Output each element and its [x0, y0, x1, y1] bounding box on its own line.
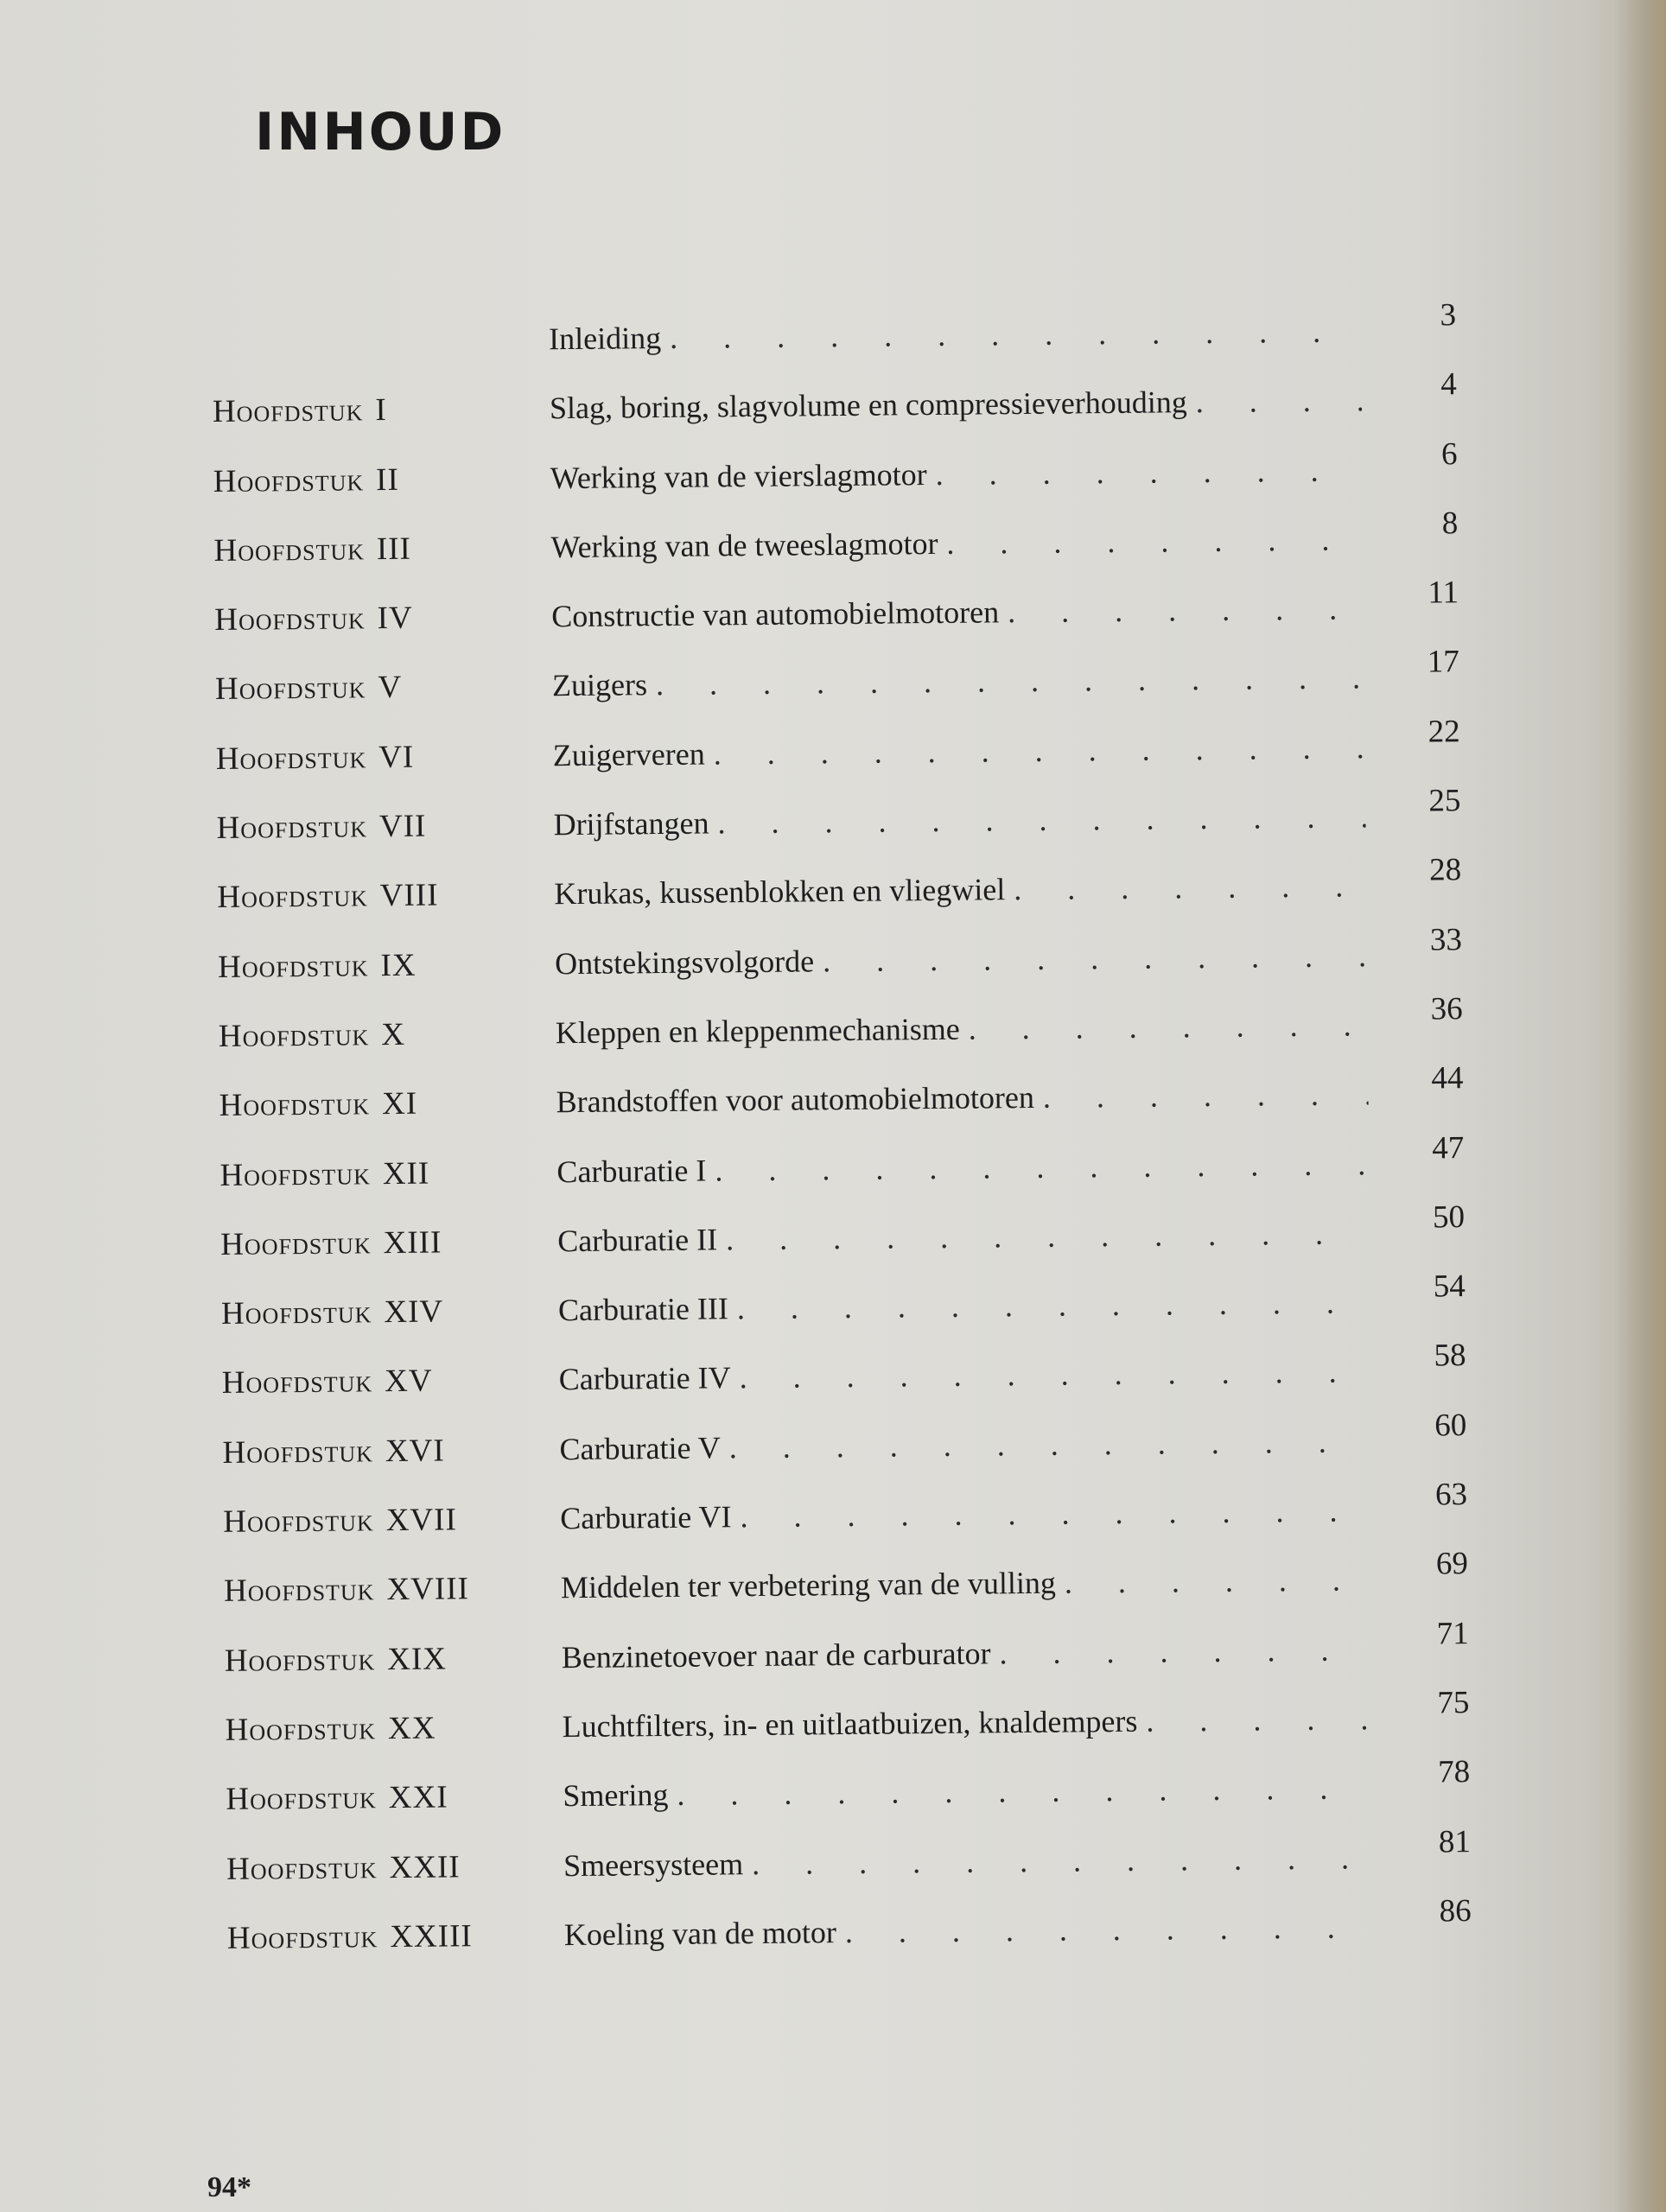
chapter-label [217, 876, 554, 917]
chapter-entry [561, 1562, 1373, 1606]
toc-row [219, 1129, 1465, 1226]
chapter-word: Hoofdstuk [214, 601, 366, 639]
chapter-number: XXI [388, 1779, 448, 1816]
dot-leader [946, 521, 1363, 562]
chapter-word: Hoofdstuk [225, 1711, 377, 1748]
toc-row [220, 1198, 1466, 1295]
chapter-title: Zuigers [551, 667, 648, 703]
chapter-word: Hoofdstuk [222, 1433, 374, 1471]
chapter-title: Carburatie VI [560, 1499, 732, 1536]
page-number: 17 [1427, 644, 1460, 680]
chapter-number: VIII [379, 877, 439, 914]
chapter-word: Hoofdstuk [226, 1849, 378, 1887]
chapter-word: Hoofdstuk [213, 461, 365, 499]
chapter-entry [550, 521, 1363, 565]
toc-row [226, 1823, 1472, 1920]
page-number: 33 [1429, 921, 1463, 958]
chapter-number: XIII [383, 1224, 442, 1262]
chapter-label [219, 1014, 556, 1055]
chapter-entry [553, 729, 1365, 773]
chapter-number: II [375, 461, 399, 498]
chapter-label [226, 1777, 563, 1818]
chapter-entry [563, 1840, 1376, 1884]
chapter-entry [556, 1007, 1368, 1051]
chapter-title: Zuigerveren [552, 736, 705, 773]
chapter-title: Carburatie I [556, 1153, 707, 1189]
chapter-entry [558, 1284, 1370, 1328]
dot-leader [1043, 1076, 1369, 1116]
chapter-number: XI [381, 1086, 418, 1122]
page-number: 3 [1440, 297, 1457, 334]
chapter-entry [559, 1423, 1371, 1467]
chapter-word: Hoofdstuk [217, 878, 368, 916]
chapter-entry [562, 1700, 1374, 1745]
dot-leader [823, 938, 1367, 979]
toc-row [213, 435, 1459, 532]
chapter-entry [550, 383, 1362, 427]
chapter-label [216, 806, 553, 847]
page-title: INHOUD [255, 102, 506, 162]
chapter-title: Werking van de tweeslagmotor [550, 525, 938, 565]
chapter-title: Carburatie II [557, 1222, 718, 1259]
dot-leader [999, 1631, 1374, 1671]
chapter-label [220, 1223, 557, 1263]
toc-row [221, 1338, 1467, 1434]
dot-leader [739, 1354, 1370, 1396]
chapter-label [223, 1500, 560, 1541]
dot-leader [935, 452, 1362, 493]
chapter-word: Hoofdstuk [213, 531, 366, 569]
chapter-title: Carburatie IV [558, 1360, 731, 1397]
chapter-label [224, 1570, 561, 1611]
dot-leader [845, 1909, 1377, 1950]
chapter-entry [563, 1770, 1375, 1814]
page-number: 71 [1436, 1615, 1469, 1652]
chapter-label [226, 1847, 563, 1888]
chapter-label [212, 321, 549, 361]
chapter-entry [555, 938, 1367, 982]
chapter-label [222, 1431, 559, 1471]
toc-row [225, 1685, 1470, 1781]
page-number: 25 [1428, 783, 1461, 819]
chapter-label [215, 668, 552, 709]
page-number: 54 [1433, 1268, 1466, 1305]
chapter-title: Constructie van automobielmotoren [551, 594, 1000, 634]
page-number: 69 [1435, 1546, 1469, 1582]
page-number: 36 [1430, 991, 1463, 1027]
chapter-title: Carburatie V [559, 1430, 721, 1466]
chapter-number: XXIII [390, 1918, 473, 1955]
chapter-label [219, 1154, 556, 1194]
page-number-footer: 94* [207, 2171, 251, 2203]
chapter-entry [560, 1492, 1372, 1536]
chapter-label [225, 1708, 562, 1749]
chapter-number: XII [382, 1155, 430, 1192]
chapter-number: X [381, 1016, 406, 1053]
chapter-title: Drijfstangen [553, 805, 709, 842]
dot-leader [656, 660, 1364, 703]
chapter-entry [550, 452, 1363, 496]
chapter-label [219, 1084, 556, 1124]
chapter-title: Carburatie III [557, 1291, 729, 1328]
chapter-word: Hoofdstuk [221, 1363, 373, 1402]
toc-row [212, 366, 1458, 462]
page-number: 58 [1434, 1338, 1466, 1374]
page-number: 81 [1438, 1823, 1472, 1859]
toc-row [214, 575, 1459, 671]
dot-leader [714, 729, 1365, 772]
page-number: 50 [1432, 1198, 1466, 1236]
chapter-title: Smering [563, 1777, 669, 1814]
chapter-label [227, 1916, 564, 1957]
dot-leader [677, 1770, 1375, 1813]
chapter-title: Koeling van de motor [563, 1914, 837, 1952]
toc-row [217, 852, 1462, 949]
dot-leader [1008, 590, 1364, 630]
toc-row [226, 1892, 1472, 1989]
chapter-title: Krukas, kussenblokken en vliegwiel [554, 872, 1006, 912]
chapter-word: Hoofdstuk [224, 1641, 376, 1679]
chapter-title: Werking van de vierslagmotor [550, 456, 927, 495]
chapter-label [213, 391, 550, 431]
toc-row [215, 713, 1461, 810]
page-number: 11 [1428, 575, 1459, 611]
chapter-word: Hoofdstuk [219, 1086, 371, 1124]
chapter-word: Hoofdstuk [220, 1294, 372, 1332]
dot-leader [1146, 1700, 1375, 1739]
toc-row [222, 1407, 1467, 1503]
chapter-title: Slag, boring, slagvolume en compressieverhouding [549, 385, 1187, 426]
dot-leader [968, 1007, 1368, 1046]
page-number: 63 [1434, 1477, 1468, 1513]
dot-leader [740, 1492, 1372, 1535]
chapter-title: Inleiding [548, 321, 662, 357]
chapter-number: XVIII [386, 1571, 470, 1608]
chapter-label [213, 529, 550, 569]
chapter-label [221, 1292, 558, 1332]
toc-row [223, 1546, 1469, 1642]
chapter-number: IX [380, 947, 416, 983]
chapter-title: Kleppen en kleppenmechanisme [555, 1011, 960, 1051]
chapter-word: Hoofdstuk [215, 740, 367, 777]
chapter-word: Hoofdstuk [212, 392, 364, 430]
page-number: 47 [1432, 1129, 1465, 1166]
chapter-label [214, 598, 551, 639]
chapter-number: V [378, 670, 403, 706]
chapter-label [218, 945, 555, 986]
toc-row [220, 1268, 1466, 1364]
chapter-word: Hoofdstuk [217, 947, 369, 985]
dot-leader [737, 1284, 1370, 1326]
toc-row [223, 1477, 1468, 1573]
chapter-entry [564, 1909, 1377, 1953]
dot-leader [670, 313, 1361, 356]
toc-row [224, 1615, 1470, 1712]
chapter-entry [553, 798, 1365, 842]
chapter-entry [552, 660, 1364, 704]
chapter-number: XVII [385, 1502, 457, 1539]
chapter-title: Brandstoffen voor automobielmotoren [556, 1080, 1035, 1120]
chapter-entry [554, 868, 1366, 912]
dot-leader [717, 798, 1365, 841]
toc-row [219, 1060, 1464, 1156]
toc-row [217, 921, 1463, 1018]
chapter-label [216, 737, 553, 778]
chapter-number: VII [378, 808, 427, 845]
chapter-word: Hoofdstuk [226, 1780, 377, 1818]
chapter-number: XIV [384, 1294, 444, 1331]
page-edge-shadow [1614, 0, 1666, 2212]
chapter-number: XV [384, 1363, 433, 1400]
chapter-word: Hoofdstuk [226, 1919, 378, 1956]
page-number: 22 [1428, 713, 1460, 750]
dot-leader [1065, 1562, 1374, 1601]
chapter-number: XX [387, 1710, 436, 1747]
chapter-number: IV [377, 600, 413, 637]
chapter-entry [557, 1215, 1370, 1259]
chapter-title: Benzinetoevoer naar de carburator [561, 1636, 991, 1675]
chapter-label [225, 1639, 562, 1680]
chapter-word: Hoofdstuk [218, 1017, 370, 1054]
chapter-entry [549, 313, 1361, 357]
page-number: 86 [1439, 1892, 1472, 1929]
page-number: 8 [1441, 505, 1459, 542]
toc-row [216, 783, 1461, 879]
table-of-contents [212, 297, 1472, 1989]
toc-row [214, 644, 1460, 741]
page-number: 78 [1437, 1754, 1471, 1790]
chapter-number: XVI [385, 1433, 445, 1469]
chapter-word: Hoofdstuk [216, 809, 368, 847]
chapter-entry [562, 1631, 1374, 1675]
chapter-entry [556, 1146, 1369, 1190]
dot-leader [726, 1215, 1370, 1257]
page-number: 44 [1431, 1060, 1464, 1096]
page-number: 60 [1434, 1407, 1467, 1444]
chapter-entry [556, 1076, 1368, 1120]
dot-leader [1196, 383, 1363, 421]
dot-leader [729, 1423, 1372, 1465]
chapter-title: Luchtfilters, in- en uitlaatbuizen, knaldempers [562, 1703, 1138, 1745]
toc-row [218, 991, 1464, 1087]
toc-row [213, 505, 1459, 601]
toc-row [226, 1754, 1471, 1850]
page-number: 28 [1428, 852, 1462, 888]
page-number: 75 [1437, 1685, 1470, 1721]
dot-leader [1014, 868, 1366, 908]
chapter-word: Hoofdstuk [223, 1572, 375, 1610]
chapter-entry [551, 590, 1364, 634]
chapter-label [213, 460, 550, 500]
dot-leader [715, 1146, 1369, 1188]
chapter-number: III [376, 531, 412, 568]
dot-leader [752, 1840, 1376, 1882]
chapter-number: XXII [389, 1848, 461, 1885]
chapter-word: Hoofdstuk [219, 1155, 372, 1193]
chapter-title: Middelen ter verbetering van de vulling [560, 1566, 1057, 1605]
chapter-entry [559, 1354, 1371, 1398]
chapter-number: VI [378, 739, 415, 775]
chapter-label [222, 1362, 559, 1402]
chapter-word: Hoofdstuk [214, 670, 366, 708]
chapter-word: Hoofdstuk [220, 1225, 372, 1262]
toc-row [212, 297, 1457, 393]
chapter-word: Hoofdstuk [223, 1503, 374, 1540]
chapter-number: XIX [387, 1641, 448, 1677]
chapter-title: Ontstekingsvolgorde [554, 944, 815, 981]
page-number: 6 [1440, 435, 1458, 472]
page-number: 4 [1440, 366, 1457, 403]
chapter-title: Smeersysteem [563, 1846, 744, 1883]
chapter-number: I [375, 392, 387, 429]
